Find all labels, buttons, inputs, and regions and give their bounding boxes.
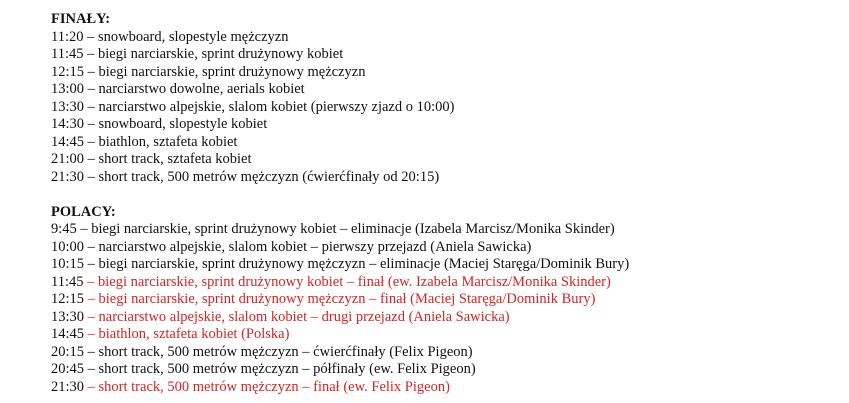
event-description: – biegi narciarskie, sprint drużynowy kobiet	[83, 46, 344, 62]
finals-heading: FINAŁY:	[51, 11, 111, 27]
poles-item	[51, 221, 849, 239]
finals-item	[51, 134, 849, 152]
finals-item	[51, 169, 849, 187]
event-time: 12:15	[51, 291, 85, 307]
event-description: – narciarstwo alpejskie, slalom kobiet (pierwszy zjazd o 10:00)	[84, 98, 455, 115]
event-description: – short track, 500 metrów mężczyzn – finał (ew. Felix Pigeon)	[84, 378, 450, 395]
finals-list	[51, 29, 849, 187]
finals-item	[51, 151, 849, 169]
section-spacer	[51, 186, 849, 204]
event-description: – biathlon, sztafeta kobiet (Polska)	[84, 326, 290, 342]
poles-item	[51, 239, 849, 257]
event-time: 13:00	[51, 81, 85, 97]
event-time: 10:15	[51, 256, 85, 272]
poles-item	[51, 379, 849, 397]
event-time: 13:30	[51, 98, 85, 115]
finals-item	[51, 29, 849, 47]
event-time: 10:00	[51, 238, 85, 255]
event-description: – short track, sztafeta kobiet	[84, 151, 252, 167]
finals-item	[51, 99, 849, 117]
finals-item	[51, 64, 849, 82]
event-description: – narciarstwo dowolne, aerials kobiet	[84, 81, 305, 97]
event-description: – biegi narciarskie, sprint drużynowy kobiet – finał (ew. Izabela Marcisz/Monika Skinder)	[83, 273, 611, 290]
event-description: – biegi narciarskie, sprint drużynowy kobiet – eliminacje (Izabela Marcisz/Monika Skinder)	[76, 221, 615, 237]
poles-list	[51, 221, 849, 396]
finals-item	[51, 46, 849, 64]
event-description: – short track, 500 metrów mężczyzn (ćwierćfinały od 20:15)	[84, 168, 440, 185]
poles-item	[51, 291, 849, 309]
event-time: 14:45	[51, 326, 85, 342]
poles-item	[51, 309, 849, 327]
event-time: 14:30	[51, 116, 85, 132]
event-description: – narciarstwo alpejskie, slalom kobiet – drugi przejazd (Aniela Sawicka)	[84, 308, 510, 325]
event-time: 20:15	[51, 343, 85, 360]
event-time: 9:45	[51, 221, 77, 237]
event-description: – biegi narciarskie, sprint drużynowy mężczyzn – eliminacje (Maciej Staręga/Dominik Bury)	[84, 256, 630, 272]
event-description: – biegi narciarskie, sprint drużynowy mężczyzn	[84, 63, 366, 80]
event-time: 20:45	[51, 361, 85, 377]
event-time: 13:30	[51, 308, 85, 325]
event-time: 21:30	[51, 168, 85, 185]
poles-item	[51, 256, 849, 274]
event-description: – biathlon, sztafeta kobiet	[84, 133, 238, 150]
finals-item	[51, 116, 849, 134]
event-description: – short track, 500 metrów mężczyzn – półfinały (ew. Felix Pigeon)	[84, 361, 476, 377]
event-description: – snowboard, slopestyle kobiet	[84, 116, 268, 132]
poles-item	[51, 344, 849, 362]
event-time: 11:45	[51, 46, 84, 62]
event-time: 21:30	[51, 378, 85, 395]
event-time: 21:00	[51, 151, 85, 167]
event-time: 14:45	[51, 133, 85, 150]
event-description: – biegi narciarskie, sprint drużynowy mężczyzn – finał (Maciej Staręga/Dominik Bury)	[84, 291, 596, 307]
event-description: – short track, 500 metrów mężczyzn – ćwierćfinały (Felix Pigeon)	[84, 343, 473, 360]
poles-item	[51, 361, 849, 379]
event-description: – snowboard, slopestyle mężczyzn	[83, 28, 289, 45]
event-time: 11:20	[51, 28, 84, 45]
event-time: 11:45	[51, 273, 84, 290]
finals-item	[51, 81, 849, 99]
event-description: – narciarstwo alpejskie, slalom kobiet – pierwszy przejazd (Aniela Sawicka)	[84, 238, 532, 255]
poles-item	[51, 274, 849, 292]
event-time: 12:15	[51, 63, 85, 80]
poles-item	[51, 326, 849, 344]
poles-heading: POLACY:	[51, 203, 116, 220]
